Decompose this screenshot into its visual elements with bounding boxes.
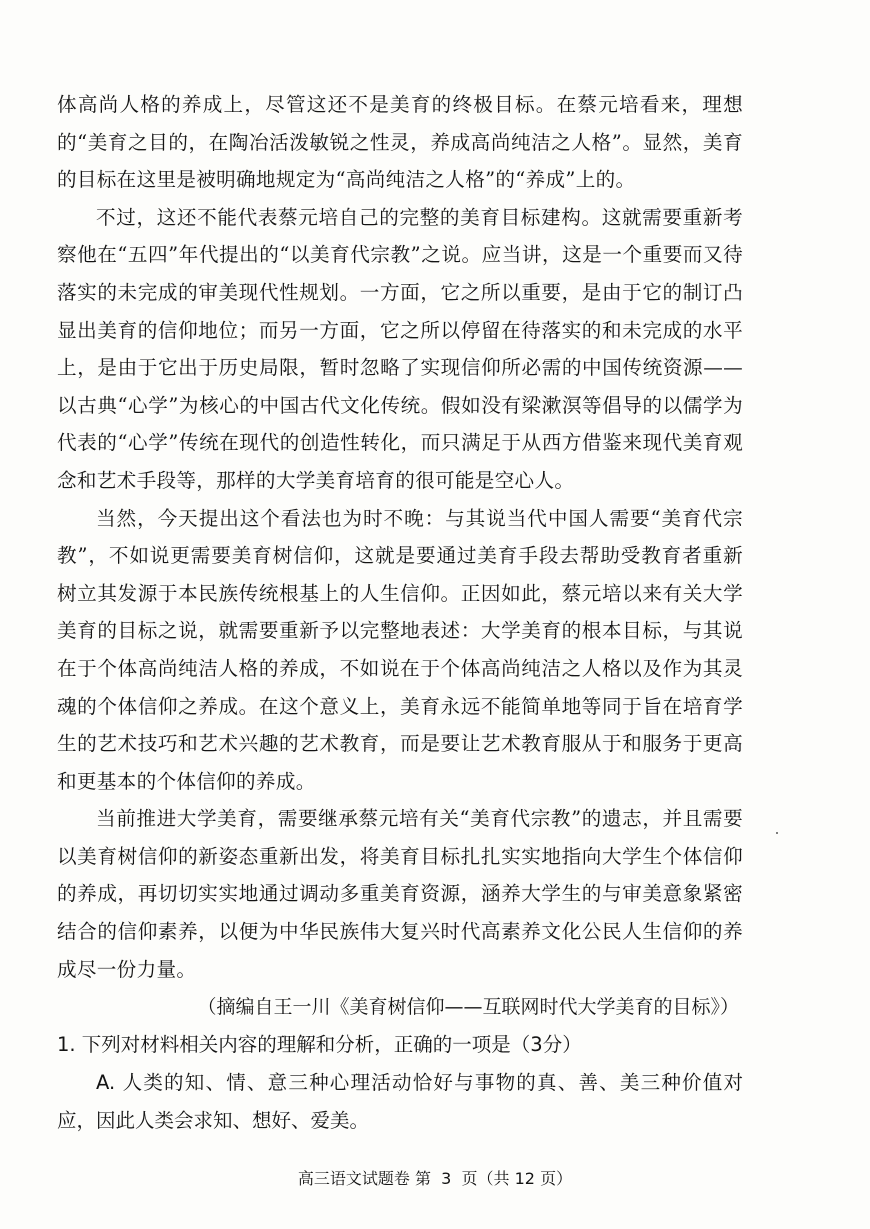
question-1-stem: 1. 下列对材料相关内容的理解和分析，正确的一项是（3分） <box>57 1033 582 1057</box>
scan-speck <box>776 832 778 834</box>
article-paragraph-2: 不过，这还不能代表蔡元培自己的完整的美育目标建构。这就需要重新考察他在“五四”年代提出的“以美育代宗教”之说。应当讲，这是一个重要而又待落实的未完成的审美现代性规划。一方面，它之所以重要，是由于它的制订凸显出美育的信仰地位；而另一方面，它之所以停留在待落实的和未完成的水平上，是由于它出于历史局限，暂时忽略了实现信仰所必需的中国传统资源——以古典“心学”为核心的中国古代文化传统。假如没有梁漱溟等倡导的以儒学为代表的“心学”传统在现代的创造性转化，而只满足于从西方借鉴来现代美育观念和艺术手段等，那样的大学美育培育的很可能是空心人。 <box>57 205 743 492</box>
article-paragraph-1: 体高尚人格的养成上，尽管这还不是美育的终极目标。在蔡元培看来，理想的“美育之目的，在陶冶活泼敏锐之性灵，养成高尚纯洁之人格”。显然，美育的目标在这里是被明确地规定为“高尚纯洁之人格”的“养成”上的。 <box>57 93 743 192</box>
page-footer: 高三语文试题卷 第 3 页（共 12 页） <box>297 1169 573 1188</box>
question-1-option-a: A. 人类的知、情、意三种心理活动恰好与事物的真、善、美三种价值对应，因此人类会求知、想好、爱美。 <box>57 1071 743 1133</box>
article-source-citation: （摘编自王一川《美育树信仰——互联网时代大学美育的目标》） <box>197 996 739 1019</box>
article-paragraph-4: 当前推进大学美育，需要继承蔡元培有关“美育代宗教”的遗志，并且需要以美育树信仰的新姿态重新出发，将美育目标扎扎实实地指向大学生个体信仰的养成，再切切实实地通过调动多重美育资源，涵养大学生的与审美意象紧密结合的信仰素养，以便为中华民族伟大复兴时代高素养文化公民人生信仰的养成尽一份力量。 <box>57 807 743 981</box>
article-paragraph-3: 当然，今天提出这个看法也为时不晚：与其说当代中国人需要“美育代宗教”，不如说更需要美育树信仰，这就是要通过美育手段去帮助受教育者重新树立其发源于本民族传统根基上的人生信仰。正因如此，蔡元培以来有关大学美育的目标之说，就需要重新予以完整地表述：大学美育的根本目标，与其说在于个体高尚纯洁人格的养成，不如说在于个体高尚纯洁之人格以及作为其灵魂的个体信仰之养成。在这个意义上，美育永远不能简单地等同于旨在培育学生的艺术技巧和艺术兴趣的艺术教育，而是要让艺术教育服从于和服务于更高和更基本的个体信仰的养成。 <box>57 506 743 793</box>
page-content <box>57 86 743 1140</box>
